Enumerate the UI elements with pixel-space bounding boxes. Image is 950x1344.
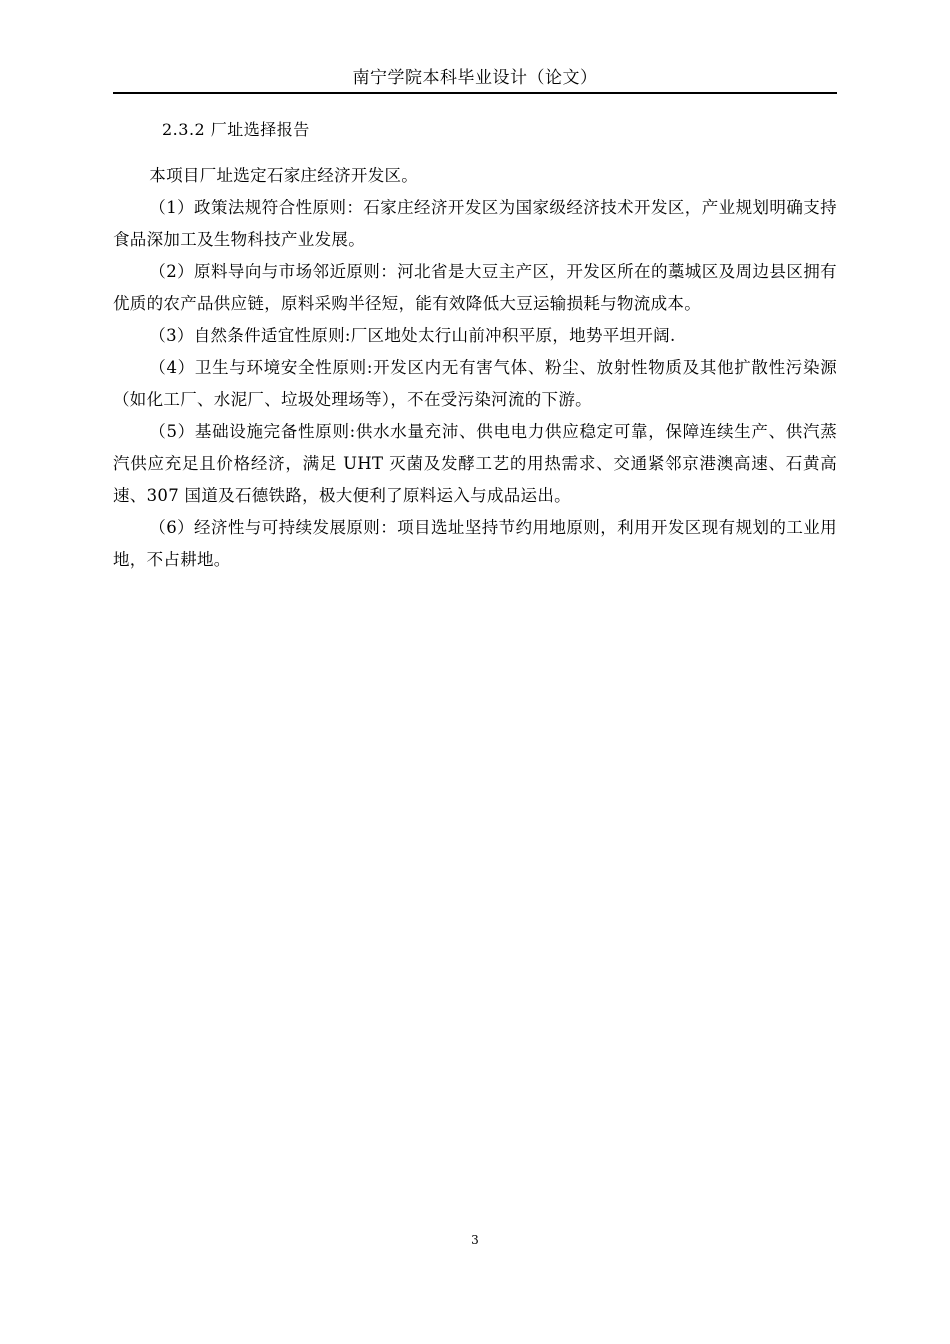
paragraph-hygiene-environment-principle: （4）卫生与环境安全性原则:开发区内无有害气体、粉尘、放射性物质及其他扩散性污染源（如化工厂、水泥厂、垃圾处理场等），不在受污染河流的下游。	[113, 358, 837, 409]
page-number: 3	[471, 1233, 479, 1247]
paragraph-raw-material-principle: （2）原料导向与市场邻近原则：河北省是大豆主产区，开发区所在的藁城区及周边县区拥有优质的农产品供应链，原料采购半径短，能有效降低大豆运输损耗与物流成本。	[113, 262, 837, 313]
page-header-title: 南宁学院本科毕业设计（论文）	[352, 68, 598, 88]
paragraph-policy-principle: （1）政策法规符合性原则：石家庄经济开发区为国家级经济技术开发区，产业规划明确支持食品深加工及生物科技产业发展。	[113, 198, 837, 249]
paragraph-economic-sustainability-principle: （6）经济性与可持续发展原则：项目选址坚持节约用地原则，利用开发区现有规划的工业用地，不占耕地。	[113, 518, 837, 569]
header-divider	[113, 92, 837, 94]
paragraph-intro: 本项目厂址选定石家庄经济开发区。	[149, 166, 419, 185]
paragraph-natural-conditions-principle: （3）自然条件适宜性原则:厂区地处太行山前冲积平原，地势平坦开阔.	[149, 326, 676, 345]
section-heading: 2.3.2 厂址选择报告	[162, 120, 310, 139]
paragraph-infrastructure-principle: （5）基础设施完备性原则:供水水量充沛、供电电力供应稳定可靠，保障连续生产、供汽蒸汽供应充足且价格经济，满足 UHT 灭菌及发酵工艺的用热需求、交通紧邻京港澳高速、石黄高速、307 国道及石德铁路，极大便利了原料运入与成品运出。	[113, 422, 837, 505]
body-text	[113, 160, 837, 576]
